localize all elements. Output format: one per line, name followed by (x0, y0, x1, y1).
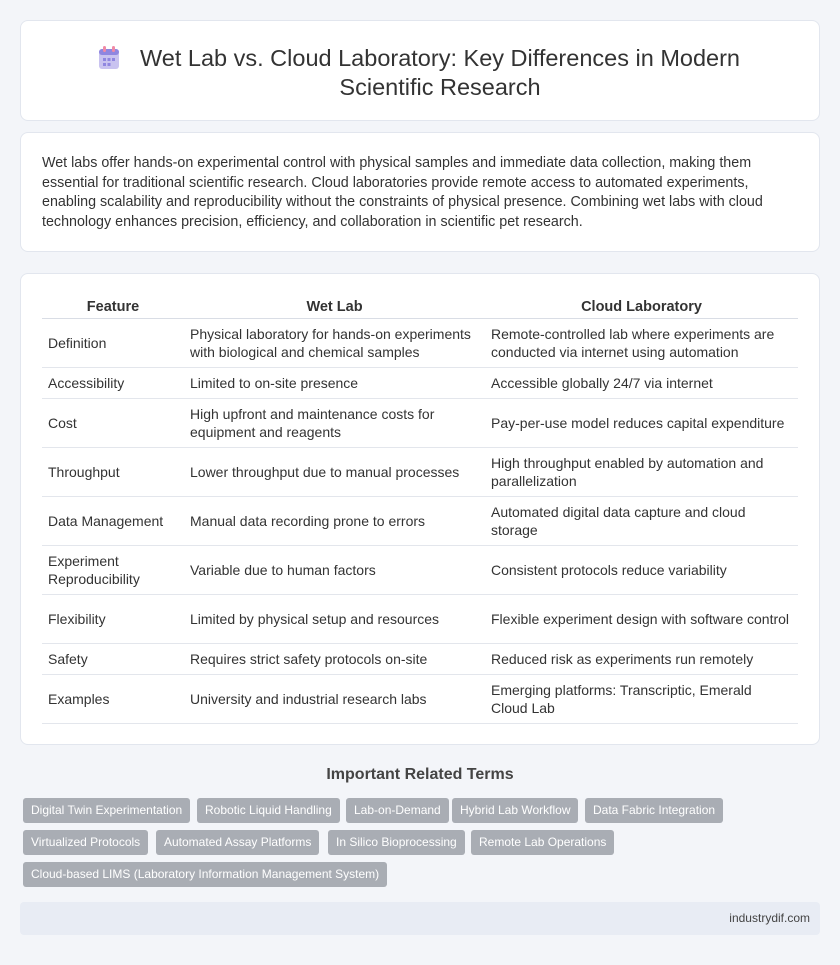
related-term-tag[interactable]: Virtualized Protocols (23, 830, 148, 855)
cloud-lab-cell: Consistent protocols reduce variability (485, 545, 798, 594)
intro-card (20, 132, 820, 252)
header-cloud-laboratory: Cloud Laboratory (485, 296, 798, 318)
table-row (42, 674, 798, 723)
table-row (42, 398, 798, 447)
related-term-tag[interactable]: Hybrid Lab Workflow (452, 798, 578, 823)
wet-lab-cell: Variable due to human factors (184, 545, 485, 594)
page-title: Wet Lab vs. Cloud Laboratory: Key Differences in Modern Scientific Research (140, 45, 740, 100)
cloud-lab-cell: Emerging platforms: Transcriptic, Emerald Cloud Lab (485, 674, 798, 723)
related-term-tag[interactable]: Digital Twin Experimentation (23, 798, 190, 823)
feature-cell: Examples (42, 674, 184, 723)
wet-lab-cell: Physical laboratory for hands-on experiments with biological and chemical samples (184, 318, 485, 367)
cloud-lab-cell: High throughput enabled by automation and parallelization (485, 447, 798, 496)
comparison-table (42, 296, 798, 724)
table-header-row (42, 296, 798, 318)
related-term-tag[interactable]: Robotic Liquid Handling (197, 798, 340, 823)
related-term-tag[interactable]: Lab-on-Demand (346, 798, 449, 823)
wet-lab-cell: High upfront and maintenance costs for equipment and reagents (184, 398, 485, 447)
table-row (42, 594, 798, 643)
cloud-lab-cell: Automated digital data capture and cloud storage (485, 496, 798, 545)
wet-lab-cell: Manual data recording prone to errors (184, 496, 485, 545)
title-card (20, 20, 820, 121)
cloud-lab-cell: Flexible experiment design with software control (485, 594, 798, 643)
table-row (42, 318, 798, 367)
table-row (42, 367, 798, 398)
related-term-tag[interactable]: Cloud-based LIMS (Laboratory Information Management System) (23, 862, 387, 887)
table-row (42, 545, 798, 594)
cloud-lab-cell: Accessible globally 24/7 via internet (485, 367, 798, 398)
cloud-lab-cell: Pay-per-use model reduces capital expenditure (485, 398, 798, 447)
cloud-lab-cell: Remote-controlled lab where experiments are conducted via internet using automation (485, 318, 798, 367)
wet-lab-cell: Limited by physical setup and resources (184, 594, 485, 643)
feature-cell: Flexibility (42, 594, 184, 643)
table-row (42, 447, 798, 496)
feature-cell: Experiment Reproducibility (42, 545, 184, 594)
table-row (42, 643, 798, 674)
feature-cell: Throughput (42, 447, 184, 496)
feature-cell: Definition (42, 318, 184, 367)
related-term-tag[interactable]: Data Fabric Integration (585, 798, 723, 823)
related-term-tag[interactable]: In Silico Bioprocessing (328, 830, 465, 855)
wet-lab-cell: Lower throughput due to manual processes (184, 447, 485, 496)
intro-paragraph: Wet labs offer hands-on experimental control with physical samples and immediate data collection, making them essential for traditional scientific research. Cloud laboratories provide remote access to automated experiments, enabling scalability and reproducibility without the constraints of physical presence. Combining wet labs with cloud technology enhances precision, efficiency, and collaboration in scientific pet research. (42, 155, 763, 230)
wet-lab-cell: University and industrial research labs (184, 674, 485, 723)
header-feature: Feature (42, 296, 184, 318)
related-terms-title: Important Related Terms (326, 766, 514, 783)
table-row (42, 496, 798, 545)
feature-cell: Cost (42, 398, 184, 447)
related-term-tag[interactable]: Automated Assay Platforms (156, 830, 319, 855)
related-term-tag[interactable]: Remote Lab Operations (471, 830, 614, 855)
feature-cell: Accessibility (42, 367, 184, 398)
header-wet-lab: Wet Lab (184, 296, 485, 318)
footer-site-link[interactable]: industrydif.com (729, 911, 810, 925)
comparison-card (20, 273, 820, 745)
wet-lab-cell: Requires strict safety protocols on-site (184, 643, 485, 674)
cloud-lab-cell: Reduced risk as experiments run remotely (485, 643, 798, 674)
feature-cell: Safety (42, 643, 184, 674)
footer (20, 902, 820, 935)
feature-cell: Data Management (42, 496, 184, 545)
wet-lab-cell: Limited to on-site presence (184, 367, 485, 398)
